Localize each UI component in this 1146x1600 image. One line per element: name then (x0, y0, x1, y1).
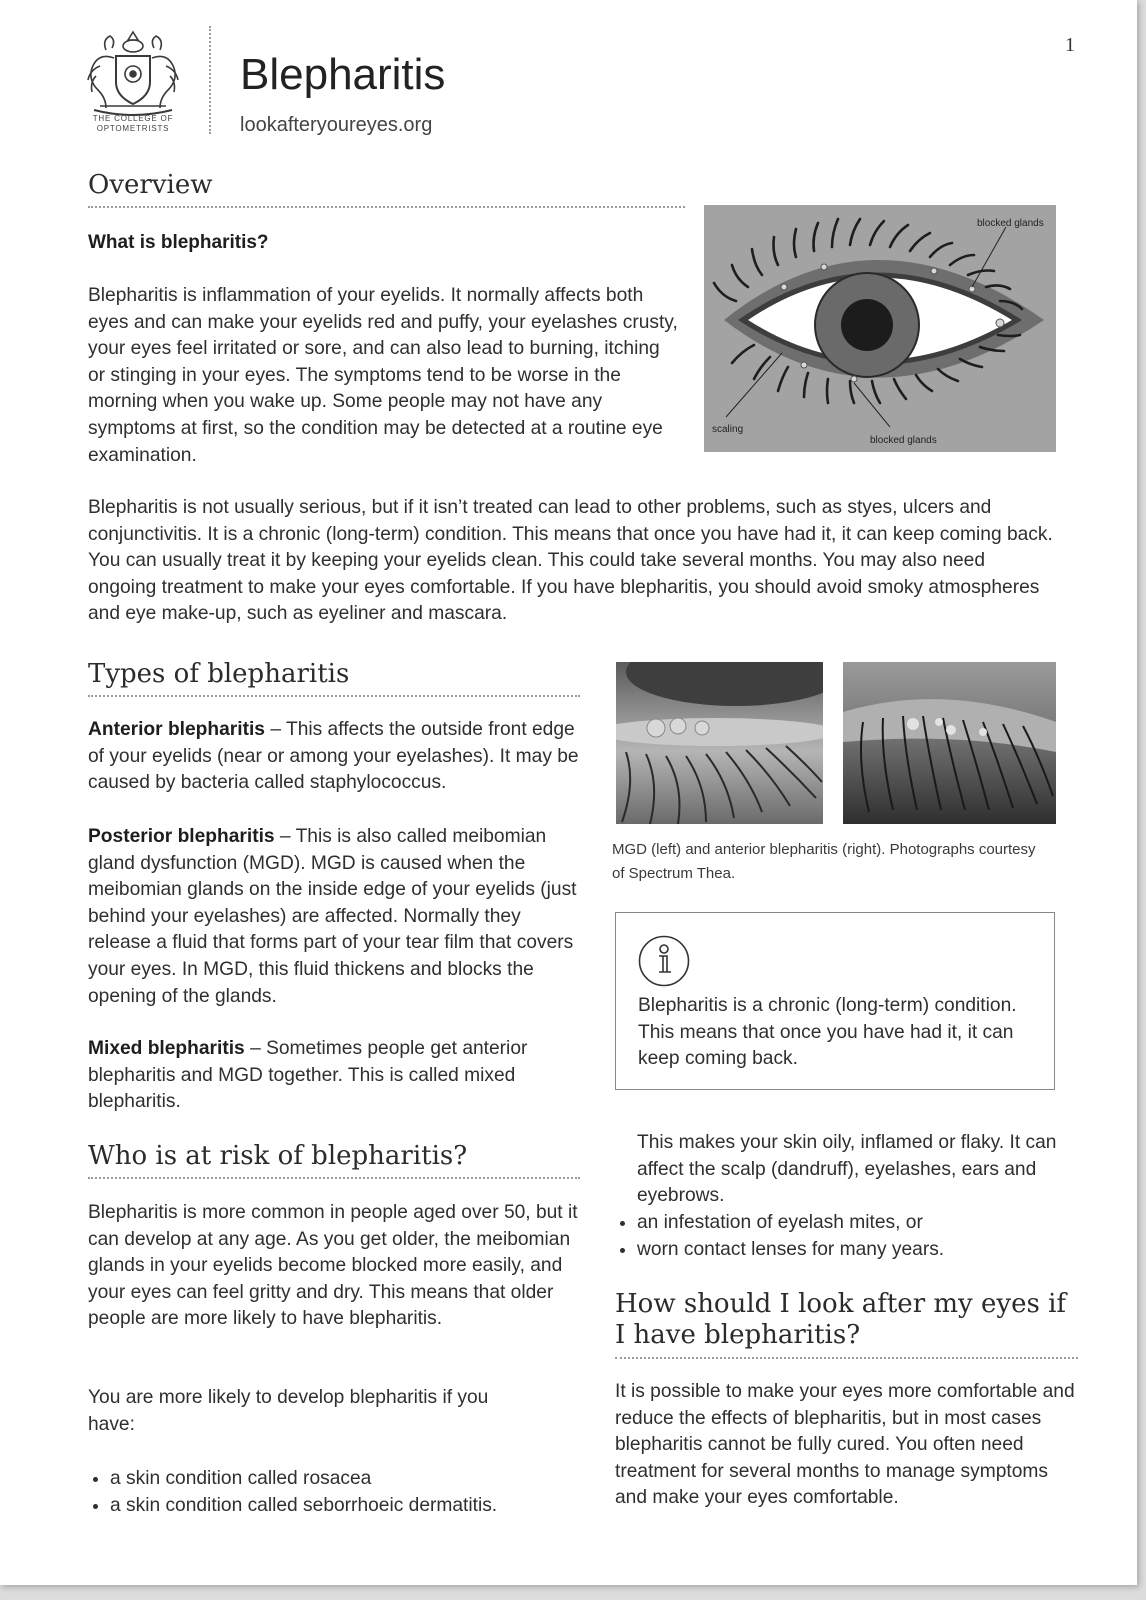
overview-heading: Overview (88, 170, 685, 208)
photo-caption: MGD (left) and anterior blepharitis (right). Photographs courtesy of Spectrum Thea. (612, 841, 1036, 882)
risk-paragraph-2: You are more likely to develop blepharitis if you have: (88, 1387, 489, 1435)
page-title: Blepharitis (240, 50, 446, 99)
list-item: • an infestation of eyelash mites, or (637, 1210, 1087, 1237)
risk-bullet-list-2 (615, 1210, 1087, 1263)
label-scaling: scaling (712, 424, 744, 435)
risk-heading: Who is at risk of blepharitis? (88, 1141, 580, 1179)
risk-bullet-list (88, 1466, 602, 1519)
types-heading: Types of blepharitis (88, 659, 580, 697)
page-number: 1 (1065, 34, 1075, 56)
eye-diagram (704, 205, 1056, 452)
list-item: • worn contact lenses for many years. (637, 1237, 1087, 1264)
label-blocked-glands-bottom: blocked glands (870, 435, 937, 446)
posterior-term: Posterior blepharitis (88, 826, 275, 847)
info-box-text: Blepharitis is a chronic (long-term) condition. This means that once you have had it, it can keep coming back. (638, 995, 1017, 1070)
mixed-paragraph (88, 1036, 580, 1116)
risk-paragraph-1: Blepharitis is more common in people aged over 50, but it can develop at any age. As you get older, the meibomian glands in your eyelids become blocked more easily, and your eyes can feel gritty and dry. This means that older people are more likely to have blepharitis. (88, 1202, 578, 1330)
info-icon (638, 935, 690, 987)
overview-paragraph-2: Blepharitis is not usually serious, but if it isn’t treated can lead to other problems, such as styes, ulcers and conjunctivitis. It is a chronic (long-term) condition. This means that once you have had it, it can keep coming back. You can usually treat it by keeping your eyelids clean. This could take several months. You may also need ongoing treatment to make your eyes comfortable. If you have blepharitis, you should avoid smoky atmospheres and eye make-up, such as eyeliner and mascara. (88, 497, 1053, 625)
website-url[interactable]: lookafteryoureyes.org (240, 114, 433, 136)
mixed-text: – Sometimes people get anterior blepharitis and MGD together. This is called mixed blepharitis. (88, 1038, 528, 1113)
list-item: • a skin condition called seborrhoeic dermatitis. (110, 1493, 602, 1520)
list-item: • a skin condition called rosacea (110, 1466, 602, 1493)
logo-caption: THE COLLEGE OF OPTOMETRISTS (92, 114, 174, 133)
info-box (615, 912, 1055, 1090)
care-paragraph: It is possible to make your eyes more comfortable and reduce the effects of blepharitis, but in most cases blepharitis cannot be fully cured. You often need treatment for several months to manage symptoms and make your eyes comfortable. (615, 1381, 1075, 1509)
anterior-blepharitis-photo (843, 662, 1056, 824)
label-blocked-glands-top: blocked glands (977, 218, 1044, 229)
anterior-text: – This affects the outside front edge of your eyelids (near or among your eyelashes). It may be caused by bacteria called staphylococcus. (88, 719, 579, 794)
mixed-term: Mixed blepharitis (88, 1038, 245, 1059)
care-heading: How should I look after my eyes if I have blepharitis? (615, 1289, 1078, 1359)
header-divider (209, 26, 211, 134)
risk-continued-text: This makes your skin oily, inflamed or flaky. It can affect the scalp (dandruff), eyelashes, ears and eyebrows. (637, 1132, 1057, 1207)
mgd-photo (616, 662, 823, 824)
anterior-paragraph (88, 717, 580, 797)
what-is-subheading: What is blepharitis? (88, 232, 269, 253)
anterior-term: Anterior blepharitis (88, 719, 265, 740)
posterior-paragraph (88, 824, 580, 1010)
posterior-text: – This is also called meibomian gland dysfunction (MGD). MGD is caused when the meibomian glands on the inside edge of your eyelids (just behind your eyelashes) are affected. Normally they release a fluid that forms part of your tear film that covers your eyes. In MGD, this fluid thickens and blocks the opening of the glands. (88, 826, 577, 1007)
overview-paragraph-1: Blepharitis is inflammation of your eyelids. It normally affects both eyes and can make your eyelids red and puffy, your eyelashes crusty, your eyes feel irritated or sore, and can also lead to burning, itching or stinging in your eyes. The symptoms tend to be worse in the morning when you wake up. Some people may not have any symptoms at first, so the condition may be detected at a routine eye examination. (88, 285, 678, 466)
